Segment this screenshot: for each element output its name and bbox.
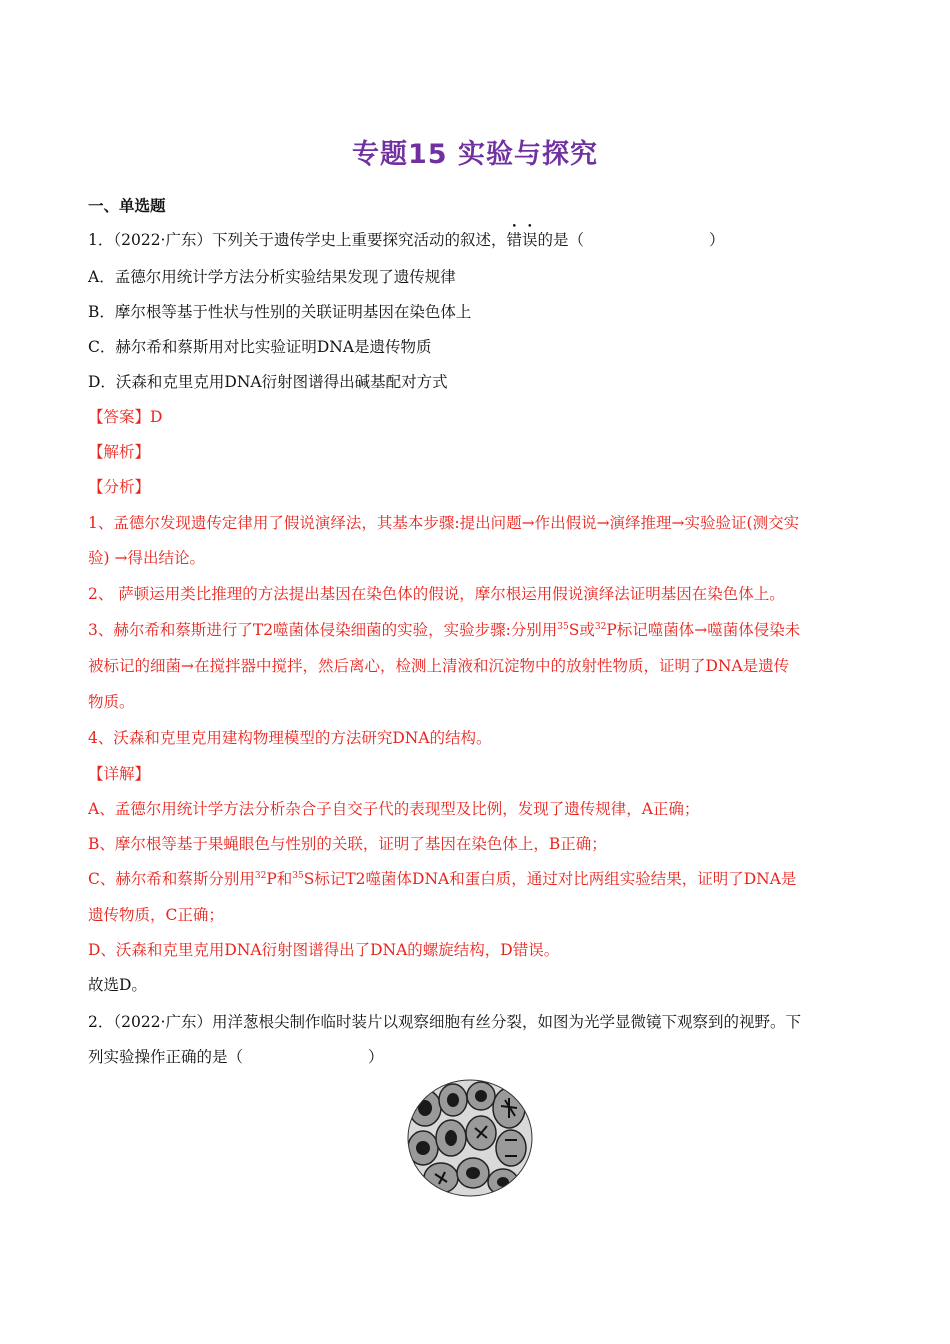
analysis-3-line-2: 被标记的细菌→在搅拌器中搅拌，然后离心，检测上清液和沉淀物中的放射性物质，证明了DNA是遗传 (88, 657, 790, 675)
fenxi-tag: 【分析】 (88, 478, 151, 496)
page-title: 专题15 实验与探究 (352, 139, 598, 170)
q1-emphasis-1: 错 (506, 231, 523, 249)
option-d: D．沃森和克里克用DNA衍射图谱得出碱基配对方式 (88, 373, 448, 391)
analysis-3-line-3: 物质。 (88, 693, 135, 711)
conclusion: 故选D。 (88, 976, 147, 994)
option-a: A．孟德尔用统计学方法分析实验结果发现了遗传规律 (88, 268, 456, 286)
xiangjie-tag: 【详解】 (88, 765, 151, 783)
detail-c-line-1 (88, 869, 796, 889)
analysis-4: 4、沃森和克里克用建构物理模型的方法研究DNA的结构。 (88, 729, 492, 747)
option-b: B．摩尔根等基于性状与性别的关联证明基因在染色体上 (88, 303, 472, 321)
dc-pre: C、赫尔希和蔡斯分别用 (88, 870, 255, 888)
question-1-stem (88, 230, 725, 250)
q1-close: ） (709, 231, 725, 249)
answer-tag: 【答案】 (88, 408, 151, 426)
section-heading: 一、单选题 (88, 196, 166, 215)
analysis-2: 2、 萨顿运用类比推理的方法提出基因在染色体的假说，摩尔根运用假说演绎法证明基因在染色体上。 (88, 585, 785, 603)
detail-c-line-2: 遗传物质，C正确； (88, 906, 224, 924)
a3-mid: S或 (568, 621, 595, 639)
dc-post: S标记T2噬菌体DNA和蛋白质，通过对比两组实验结果，证明了DNA是 (303, 870, 797, 888)
dc-mid: P和 (266, 870, 293, 888)
jiexi-tag: 【解析】 (88, 443, 151, 461)
sup-32: 32 (594, 621, 607, 632)
a3-post: P标记噬菌体→噬菌体侵染未 (606, 621, 801, 639)
a3-pre: 3、赫尔希和蔡斯进行了T2噬菌体侵染细菌的实验，实验步骤:分别用 (88, 621, 558, 639)
answer-value: D (150, 408, 163, 426)
q1-emphasis-2: 误 (522, 231, 538, 249)
q1-suffix: 的是（ (537, 231, 585, 249)
q1-prefix: 1．（2022·广东）下列关于遗传学史上重要探究活动的叙述， (88, 231, 507, 249)
option-c: C．赫尔希和蔡斯用对比实验证明DNA是遗传物质 (88, 338, 432, 356)
question-2-line-1: 2．（2022·广东）用洋葱根尖制作临时装片以观察细胞有丝分裂，如图为光学显微镜下观察到的视野。下 (88, 1013, 801, 1031)
answer-line (88, 407, 162, 427)
question-2-line-2 (88, 1047, 384, 1067)
analysis-1-line-2: 验) →得出结论。 (88, 549, 205, 567)
q2-pre: 列实验操作正确的是（ (88, 1048, 244, 1066)
q2-close: ） (368, 1048, 384, 1066)
analysis-3-line-1 (88, 620, 800, 640)
detail-a: A、孟德尔用统计学方法分析杂合子自交子代的表现型及比例，发现了遗传规律，A正确； (88, 800, 700, 818)
sup-35: 35 (557, 621, 569, 632)
detail-d: D、沃森和克里克用DNA衍射图谱得出了DNA的螺旋结构，D错误。 (88, 941, 560, 959)
analysis-1-line-1: 1、孟德尔发现遗传定律用了假说演绎法，其基本步骤:提出问题→作出假说→演绎推理→实验验证(测交实 (88, 514, 800, 532)
dc-sup-35: 35 (292, 870, 304, 881)
detail-b: B、摩尔根等基于果蝇眼色与性别的关联，证明了基因在染色体上，B正确； (88, 835, 607, 853)
microscope-field-image (405, 1078, 535, 1198)
dc-sup-32: 32 (254, 870, 267, 881)
